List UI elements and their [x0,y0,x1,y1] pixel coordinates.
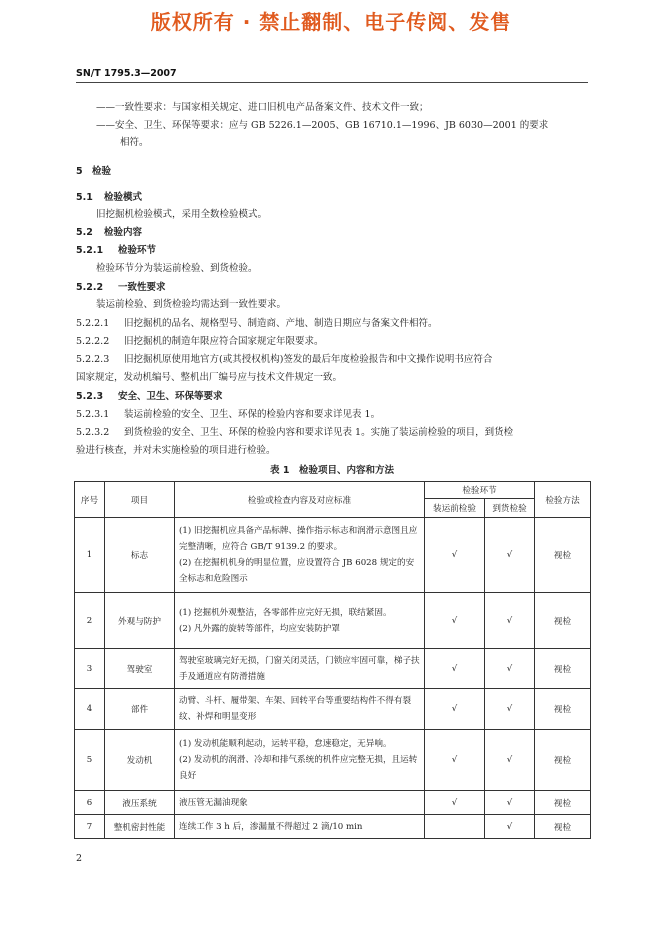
row-standard-line: (2) 发动机的润滑、冷却和排气系统的机件应完整无损，且运转良好 [179,755,418,781]
section-5-2-2-number: 5.2.2 [76,282,104,293]
row-pre-shipment-check: √ [425,791,485,815]
row-seq: 7 [75,815,105,839]
row-arrival-check: √ [485,689,535,730]
section-5-1-body: 旧挖掘机检验模式，采用全数检验模式。 [96,209,268,220]
table-header-row [75,482,591,499]
row-method: 视检 [535,730,591,791]
table-row [75,730,591,791]
row-standard-line: (1) 发动机能顺利起动，运转平稳，怠速稳定，无异响。 [179,739,392,749]
table-row [75,593,591,649]
row-arrival-check: √ [485,730,535,791]
header-seq: 序号 [75,482,105,518]
section-5-2-1-body: 检验环节分为装运前检验、到货检验。 [96,263,258,274]
row-seq: 3 [75,649,105,689]
row-standard-line: 动臂、斗杆、履带架、车架、回转平台等重要结构件不得有裂纹、补焊和明显变形 [179,696,412,722]
section-5-2-1-title: 检验环节 [118,245,157,256]
row-arrival-check: √ [485,593,535,649]
row-item: 整机密封性能 [105,815,175,839]
row-arrival-check: √ [485,649,535,689]
row-pre-shipment-check: √ [425,593,485,649]
header-rule [76,82,588,83]
row-arrival-check: √ [485,791,535,815]
row-item: 液压系统 [105,791,175,815]
watermark-banner: 版权所有 · 禁止翻制、电子传阅、发售 [150,10,512,34]
row-pre-shipment-check: √ [425,730,485,791]
header-method: 检验方法 [535,482,591,518]
row-method: 视检 [535,593,591,649]
row-item: 驾驶室 [105,649,175,689]
row-standard [175,593,425,649]
section-5-2-2-3-number: 5.2.2.3 [76,354,110,365]
table-row [75,689,591,730]
row-standard-line: 驾驶室玻璃完好无损，门窗关闭灵活，门锁应牢固可靠，梯子扶手及通道应有防滑措施 [179,655,420,682]
section-5-2-2-3-body: 旧挖掘机原使用地官方(或其授权机构)签发的最后年度检验报告和中文操作说明书应符合 [124,354,493,365]
section-5-1-number: 5.1 [76,192,93,203]
intro-item-safety: ——安全、卫生、环保等要求：应与 GB 5226.1—2005、GB 16710.1—1996、JB 6030—2001 的要求 [96,120,549,131]
row-standard [175,689,425,730]
section-5-number: 5 [76,166,83,177]
row-standard [175,815,425,839]
section-5-2-title: 检验内容 [104,227,143,238]
row-seq: 6 [75,791,105,815]
row-method: 视检 [535,689,591,730]
section-5-2-2-body: 装运前检验、到货检验均需达到一致性要求。 [96,299,287,310]
row-pre-shipment-check: √ [425,518,485,593]
intro-item-consistency: ——一致性要求：与国家相关规定、进口旧机电产品备案文件、技术文件一致； [96,102,429,113]
row-standard-line: 连续工作 3 h 后，渗漏量不得超过 2 滴/10 min [179,821,363,832]
row-seq: 5 [75,730,105,791]
row-standard [175,518,425,593]
section-5-2-3-number: 5.2.3 [76,391,104,402]
table-caption: 表 1 检验项目、内容和方法 [270,465,394,476]
row-item: 标志 [105,518,175,593]
row-standard [175,791,425,815]
section-5-2-3-title: 安全、卫生、环保等要求 [118,391,223,402]
section-5-2-2-2-number: 5.2.2.2 [76,336,110,347]
section-5-2-2-title: 一致性要求 [118,282,166,293]
header-item: 项目 [105,482,175,518]
row-method: 视检 [535,518,591,593]
header-stage: 检验环节 [425,482,535,499]
table-row [75,649,591,689]
row-seq: 1 [75,518,105,593]
row-method: 视检 [535,649,591,689]
section-5-2-3-2-body: 到货检验的安全、卫生、环保的检验内容和要求详见表 1。实施了装运前检验的项目，到货检 [124,427,514,438]
row-pre-shipment-check: √ [425,649,485,689]
section-5-2-number: 5.2 [76,227,93,238]
row-standard-line: (1) 旧挖掘机应具备产品标牌、操作指示标志和润滑示意图且应完整清晰，应符合 GB/T 9139.2 的要求。 [179,526,418,552]
row-pre-shipment-check: √ [425,689,485,730]
row-standard-line: (2) 凡外露的旋转等部件，均应安装防护罩 [179,623,340,634]
table-row [75,518,591,593]
section-5-2-2-3-body-cont: 国家规定，发动机编号、整机出厂编号应与技术文件规定一致。 [76,372,343,383]
row-item: 发动机 [105,730,175,791]
intro-item-safety-cont: 相符。 [120,137,149,148]
row-standard-line: (1) 挖掘机外观整洁，各零部件应完好无损，联结紧固。 [179,607,392,618]
row-standard-line: (2) 在挖掘机机身的明显位置，应设置符合 JB 6028 规定的安全标志和危险图示 [179,558,415,584]
row-pre-shipment-check [425,815,485,839]
section-5-2-2-2-body: 旧挖掘机的制造年限应符合国家规定年限要求。 [124,336,324,347]
inspection-table [74,481,591,839]
section-5-1-title: 检验模式 [104,192,143,203]
section-5-title: 检验 [92,166,112,177]
row-item: 外观与防护 [105,593,175,649]
row-seq: 4 [75,689,105,730]
section-5-2-3-2-body-cont: 验进行核查，并对未实施检验的项目进行检验。 [76,445,276,456]
section-5-2-1-number: 5.2.1 [76,245,104,256]
row-seq: 2 [75,593,105,649]
section-5-2-3-2-number: 5.2.3.2 [76,427,110,438]
section-5-2-3-1-number: 5.2.3.1 [76,409,110,420]
section-5-2-3-1-body: 装运前检验的安全、卫生、环保的检验内容和要求详见表 1。 [124,409,381,420]
row-arrival-check: √ [485,815,535,839]
row-standard [175,730,425,791]
table-row [75,815,591,839]
header-arrival: 到货检验 [485,499,535,518]
header-pre-shipment: 装运前检验 [425,499,485,518]
row-standard [175,649,425,689]
row-method: 视检 [535,791,591,815]
row-item: 部件 [105,689,175,730]
section-5-2-2-1-body: 旧挖掘机的品名、规格型号、制造商、产地、制造日期应与备案文件相符。 [124,318,438,329]
header-standard: 检验或检查内容及对应标准 [175,482,425,518]
row-standard-line: 液压管无漏油现象 [179,797,248,808]
row-method: 视检 [535,815,591,839]
row-arrival-check: √ [485,518,535,593]
table-row [75,791,591,815]
standard-code: SN/T 1795.3—2007 [76,68,177,79]
page-number: 2 [76,853,83,864]
section-5-2-2-1-number: 5.2.2.1 [76,318,110,329]
